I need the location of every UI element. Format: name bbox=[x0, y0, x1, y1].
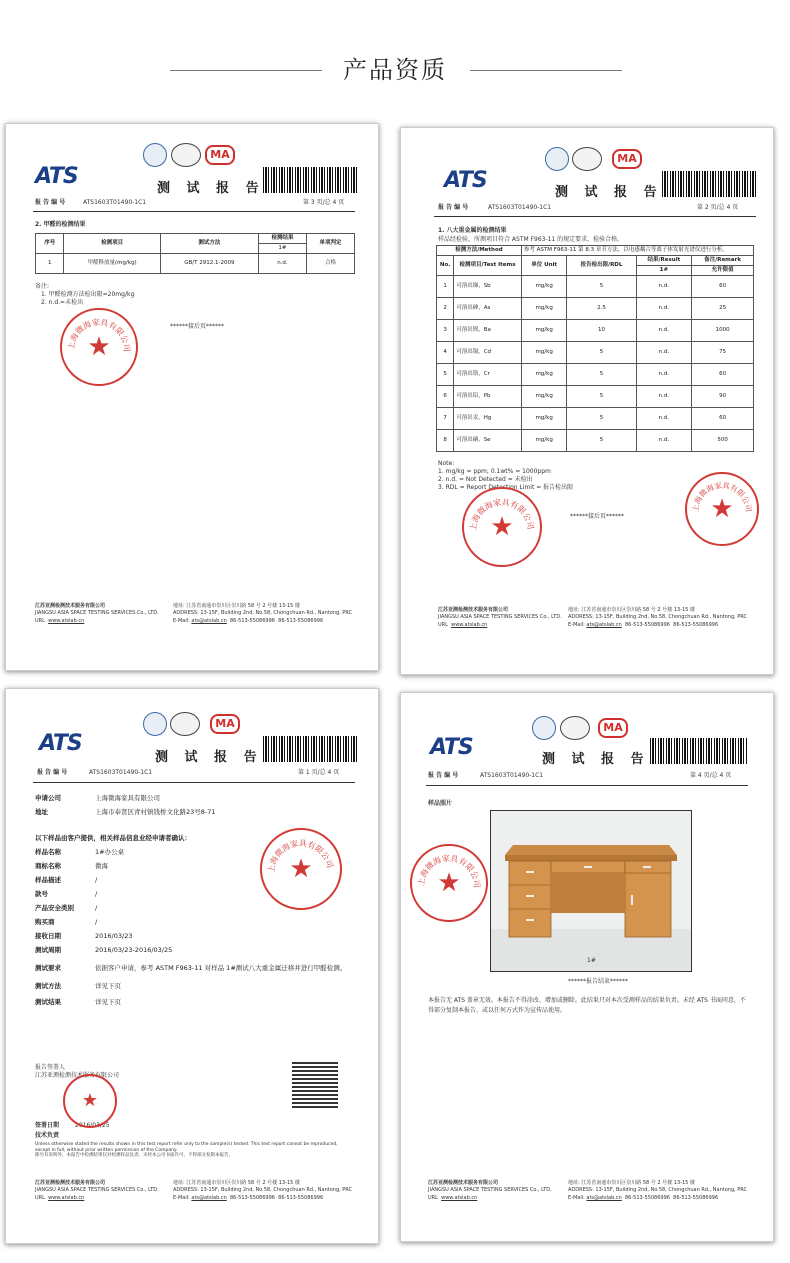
stamp-text: 上海微海家具有限公司 bbox=[468, 497, 536, 532]
table-cell: 可溶出铬，Cr bbox=[454, 363, 522, 385]
footer-tel: 86-513-55086996 bbox=[230, 617, 275, 624]
table-cell: 可溶出汞，Hg bbox=[454, 407, 522, 429]
sample-field-label: 样品名称 bbox=[35, 848, 61, 856]
conclusion-text: 样品经检验，所测项目符合 ASTM F963-11 的规定要求，检验合格。 bbox=[438, 236, 624, 243]
testing-seal-stamp bbox=[63, 1074, 117, 1128]
footer-fax: 86-513-55086996 bbox=[673, 621, 719, 628]
divider bbox=[33, 782, 355, 783]
qr-code-icon bbox=[292, 1062, 338, 1108]
sample-field-label: 样品描述 bbox=[35, 876, 61, 884]
company-seal-stamp bbox=[60, 308, 138, 386]
footer-address-en: 13-15F, Building 2nd, No.58, Chongchuan Rd., Nantong, PRC bbox=[595, 1187, 748, 1194]
method-label: 检测方法/Method bbox=[437, 246, 522, 256]
footer-company-cn: 江苏亚测检测技术服务有限公司 bbox=[35, 1180, 106, 1186]
footer-company-en: JIANGSU ASIA SPACE TESTING SERVICES Co., LTD. bbox=[35, 1187, 159, 1194]
table-cell: 可溶出锑，Sb bbox=[454, 275, 522, 297]
sample-field-value: / bbox=[95, 890, 98, 898]
cma-badge-icon: MA bbox=[598, 718, 628, 738]
table-row bbox=[437, 319, 754, 341]
sample-field-row bbox=[35, 918, 97, 926]
table-cell: 5 bbox=[567, 429, 636, 451]
table-cell: 3 bbox=[437, 319, 454, 341]
table-cell: n.d. bbox=[636, 341, 692, 363]
footer-address-label-en: ADDRESS: bbox=[173, 1187, 199, 1194]
table-cell: 5 bbox=[567, 385, 636, 407]
footer-tel: 86-513-55086996 bbox=[625, 621, 670, 628]
footer-address-cn: 江苏省南通市崇川区崇川路 58 号 2 号楼 13-15 楼 bbox=[186, 1180, 300, 1186]
table-cell: 90 bbox=[692, 385, 754, 407]
table-cell: 5 bbox=[567, 275, 636, 297]
report-no: ATS1603T01490-1C1 bbox=[488, 204, 552, 211]
report-end-marker: ******报告结束****** bbox=[568, 978, 629, 985]
table-cell: mg/kg bbox=[521, 297, 567, 319]
page-footer bbox=[35, 1180, 355, 1202]
report-remark: 本报告无 ATS 盖章无效。本报告不得涂改、增加或删除。此结果只对本次受测样品的结果负责。未经 ATS 书面同意，不得部分复制本报告，或以任何方式作为宣传品使用。 bbox=[428, 997, 746, 1014]
table-cell: 60 bbox=[692, 407, 754, 429]
company-seal-stamp bbox=[410, 844, 488, 922]
table-cell: 5 bbox=[567, 407, 636, 429]
table-row bbox=[437, 385, 754, 407]
ats-logo: ATS bbox=[444, 168, 487, 193]
table-cell: n.d. bbox=[258, 253, 306, 273]
sample-field-label: 产品安全类别 bbox=[35, 904, 74, 912]
table-header: 测试方法 bbox=[160, 234, 258, 254]
stamp-text: 上海微海家具有限公司 bbox=[416, 853, 482, 889]
report-no-label: 报 告 编 号 bbox=[35, 199, 66, 206]
note: 2. n.d. = Not Detected = 未检出 bbox=[438, 476, 533, 483]
table-header: 检测项目 bbox=[64, 234, 160, 254]
footer-address-cn: 江苏省南通市崇川区崇川路 58 号 2 号楼 13-15 楼 bbox=[186, 603, 300, 609]
photo-label: 样品照片 bbox=[428, 800, 453, 807]
footer-address-label: 地址: bbox=[568, 607, 580, 613]
page-number: 第 4 页/总 4 页 bbox=[690, 772, 732, 779]
cma-badge-icon: MA bbox=[205, 145, 235, 165]
table-subheader: 允许限值 bbox=[692, 265, 754, 275]
table-cell: 2 bbox=[437, 297, 454, 319]
table-cell: 500 bbox=[692, 429, 754, 451]
table-cell: 5 bbox=[567, 363, 636, 385]
applicant-value: 上海微海家具有限公司 bbox=[95, 794, 160, 802]
table-cell: 2.5 bbox=[567, 297, 636, 319]
date-label: 签署日期 bbox=[35, 1122, 60, 1129]
table-cell: mg/kg bbox=[521, 407, 567, 429]
ats-logo: ATS bbox=[39, 731, 82, 756]
note: 1. 甲醛检测方法检出限=20mg/kg bbox=[41, 291, 135, 298]
note: 2. n.d.=未检出 bbox=[41, 299, 84, 306]
footer-url[interactable]: www.atslab.cn bbox=[451, 621, 488, 628]
report-title: 测 试 报 告 bbox=[157, 181, 265, 196]
sample-photo bbox=[490, 810, 692, 972]
star-icon: ★ bbox=[289, 854, 313, 884]
sample-field-value: 2016/03/23-2016/03/25 bbox=[95, 946, 173, 954]
footer-address-en: 13-15F, Building 2nd, No.58, Chongchuan Rd., Nantong, PRC bbox=[595, 614, 748, 621]
table-header: 单位 Unit bbox=[521, 255, 567, 275]
ilac-badge-icon bbox=[560, 716, 590, 740]
footer-url-label: URL bbox=[35, 1194, 45, 1201]
disclaimer-en-2: except in full, without prior written permission of the Company. bbox=[35, 1147, 178, 1153]
date-value: 2016/03/25 bbox=[75, 1122, 110, 1129]
tech-label: 技术负责 bbox=[35, 1132, 60, 1139]
table-cell: n.d. bbox=[636, 407, 692, 429]
table-cell: 1 bbox=[36, 253, 64, 273]
ilac-badge-icon bbox=[170, 712, 200, 736]
report-page-3 bbox=[5, 123, 379, 671]
table-cell: 4 bbox=[437, 341, 454, 363]
note: 1. mg/kg = ppm; 0.1wt% = 1000ppm bbox=[438, 468, 551, 475]
report-no-label: 报 告 编 号 bbox=[438, 204, 469, 211]
table-cell: 60 bbox=[692, 275, 754, 297]
report-no: ATS1603T01490-1C1 bbox=[480, 772, 544, 779]
method-label: 测试方法 bbox=[35, 982, 61, 990]
req-value: 依据客户申请，参考 ASTM F963-11 对样品 1#测试八大重金属迁移并进行甲醛检测。 bbox=[95, 964, 347, 972]
footer-url[interactable]: www.atslab.cn bbox=[441, 1194, 478, 1201]
note: 3. RDL = Report Detection Limit = 报告检出限 bbox=[438, 484, 574, 491]
footer-email-label: E-Mail: bbox=[173, 1194, 190, 1201]
sample-field-row bbox=[35, 946, 172, 954]
table-header: 检测结果 bbox=[258, 234, 306, 244]
address-label: 地址 bbox=[35, 808, 48, 816]
sample-field-value: / bbox=[95, 904, 98, 912]
footer-address-cn: 江苏省南通市崇川区崇川路 58 号 2 号楼 13-15 楼 bbox=[581, 1180, 695, 1186]
result-value: 详见下页 bbox=[95, 998, 121, 1006]
table-cell: 6 bbox=[437, 385, 454, 407]
ats-logo: ATS bbox=[35, 164, 78, 189]
table-subheader: 1# bbox=[258, 243, 306, 253]
footer-address-en: 13-15F, Building 2nd, No.58, Chongchuan Rd., Nantong, PRC bbox=[200, 1187, 353, 1194]
sample-field-row bbox=[35, 904, 97, 912]
footer-fax: 86-513-55086996 bbox=[278, 617, 324, 624]
footer-address-label: 地址: bbox=[568, 1180, 580, 1186]
footer-address-cn: 江苏省南通市崇川区崇川路 58 号 2 号楼 13-15 楼 bbox=[581, 607, 695, 613]
sign-company: 江苏亚测检测技术服务有限公司 bbox=[35, 1072, 120, 1079]
table-cell: mg/kg bbox=[521, 275, 567, 297]
table-cell: 可溶出硒，Se bbox=[454, 429, 522, 451]
stamp-text: 上海微海家具有限公司 bbox=[690, 480, 754, 513]
table-header: 单项判定 bbox=[306, 234, 354, 254]
page-title: 产品资质 bbox=[343, 56, 447, 84]
table-cell: 10 bbox=[567, 319, 636, 341]
heavy-metal-table bbox=[436, 245, 754, 452]
disclaimer-en: Unless otherwise stated the results shown in this test report refer only to the sample(s) tested. This test report cannot be reproduced, bbox=[35, 1142, 338, 1147]
header-line-right bbox=[470, 70, 622, 71]
footer-company-cn: 江苏亚测检测技术服务有限公司 bbox=[428, 1180, 499, 1186]
footer-email[interactable]: ats@atslab.cn bbox=[586, 621, 622, 628]
footer-email-label: E-Mail: bbox=[173, 617, 190, 624]
sample-field-label: 购买商 bbox=[35, 918, 55, 926]
footer-url-label: URL bbox=[428, 1194, 438, 1201]
sample-field-label: 测试周期 bbox=[35, 946, 61, 954]
page-number: 第 3 页/总 4 页 bbox=[303, 199, 345, 206]
table-header: No. bbox=[437, 255, 454, 275]
report-title: 测 试 报 告 bbox=[555, 185, 663, 200]
report-page-2 bbox=[400, 127, 774, 675]
section-title: 2. 甲醛的检测结果 bbox=[35, 221, 86, 228]
notes-label: 备注: bbox=[35, 283, 50, 290]
office-desk-image bbox=[491, 811, 691, 971]
report-no: ATS1603T01490-1C1 bbox=[89, 769, 153, 776]
cnas-badge-icon bbox=[545, 147, 569, 171]
ilac-badge-icon bbox=[572, 147, 602, 171]
footer-tel: 86-513-55086996 bbox=[230, 1194, 275, 1201]
sample-field-label: 接收日期 bbox=[35, 932, 61, 940]
page-footer bbox=[428, 1180, 748, 1202]
footer-url-label: URL bbox=[35, 617, 45, 624]
table-header: 序号 bbox=[36, 234, 64, 254]
table-cell: n.d. bbox=[636, 429, 692, 451]
table-cell: mg/kg bbox=[521, 341, 567, 363]
table-cell: 5 bbox=[567, 341, 636, 363]
footer-address-label: 地址: bbox=[173, 603, 185, 609]
star-icon: ★ bbox=[437, 868, 461, 898]
footer-address-label-en: ADDRESS: bbox=[568, 1187, 594, 1194]
table-cell: 1000 bbox=[692, 319, 754, 341]
barcode-icon bbox=[263, 736, 357, 762]
table-row bbox=[437, 363, 754, 385]
table-cell: 甲醛释放量(mg/kg) bbox=[64, 253, 160, 273]
table-cell: n.d. bbox=[636, 275, 692, 297]
cnas-badge-icon bbox=[532, 716, 556, 740]
footer-company-cn: 江苏亚测检测技术服务有限公司 bbox=[438, 607, 509, 613]
table-cell: 可溶出铅，Pb bbox=[454, 385, 522, 407]
table-cell: n.d. bbox=[636, 385, 692, 407]
ats-logo: ATS bbox=[430, 735, 473, 760]
stamp-text: 上海微海家具有限公司 bbox=[266, 838, 335, 874]
formaldehyde-table bbox=[35, 233, 355, 274]
company-seal-stamp-2 bbox=[685, 472, 759, 546]
footer-url[interactable]: www.atslab.cn bbox=[48, 1194, 85, 1201]
report-page-4 bbox=[400, 692, 774, 1242]
table-cell: GB/T 2912.1-2009 bbox=[160, 253, 258, 273]
table-cell: 5 bbox=[437, 363, 454, 385]
footer-address-label-en: ADDRESS: bbox=[173, 610, 199, 617]
table-cell: n.d. bbox=[636, 363, 692, 385]
sample-intro: 以下样品由客户提供，相关样品信息业经申请者确认： bbox=[35, 834, 191, 842]
footer-address-en: 13-15F, Building 2nd, No.58, Chongchuan Rd., Nantong, PRC bbox=[200, 610, 353, 617]
footer-url-label: URL bbox=[438, 621, 448, 628]
table-cell: mg/kg bbox=[521, 363, 567, 385]
footer-email[interactable]: ats@atslab.cn bbox=[586, 1194, 622, 1201]
sample-field-label: 款号 bbox=[35, 890, 48, 898]
barcode-icon bbox=[662, 171, 756, 197]
table-header: 备注/Remark bbox=[692, 255, 754, 265]
address-value: 上海市奉贤区青村镇钱桥文化路23号8-71 bbox=[95, 808, 216, 816]
table-header: 结果/Result bbox=[636, 255, 692, 265]
table-cell: 可溶出镉，Cd bbox=[454, 341, 522, 363]
table-cell: 7 bbox=[437, 407, 454, 429]
table-cell: 60 bbox=[692, 363, 754, 385]
cma-badge-icon: MA bbox=[612, 149, 642, 169]
footer-company-en: JIANGSU ASIA SPACE TESTING SERVICES Co., LTD. bbox=[35, 610, 159, 617]
footer-company-en: JIANGSU ASIA SPACE TESTING SERVICES Co., LTD. bbox=[428, 1187, 552, 1194]
footer-url[interactable]: www.atslab.cn bbox=[48, 617, 85, 624]
report-no-label: 报 告 编 号 bbox=[428, 772, 459, 779]
sign-label: 报告签署人 bbox=[35, 1064, 66, 1071]
table-row bbox=[437, 275, 754, 297]
sample-field-value: 微海 bbox=[95, 862, 108, 870]
footer-tel: 86-513-55086996 bbox=[625, 1194, 670, 1201]
star-icon: ★ bbox=[490, 512, 514, 542]
report-no: ATS1603T01490-1C1 bbox=[83, 199, 147, 206]
applicant-label: 申请公司 bbox=[35, 794, 61, 802]
table-cell: 合格 bbox=[306, 253, 354, 273]
footer-fax: 86-513-55086996 bbox=[673, 1194, 719, 1201]
divider bbox=[426, 785, 748, 786]
table-cell: 25 bbox=[692, 297, 754, 319]
divider bbox=[33, 211, 355, 212]
sample-field-value: 2016/03/23 bbox=[95, 932, 133, 940]
star-icon: ★ bbox=[87, 332, 111, 362]
method-text: 参考 ASTM F963-11 第 8.3 章节方法，以电感耦合等离子体发射光谱仪进行分析。 bbox=[521, 246, 753, 256]
disclaimer-cn: 除另有说明外，本报告中检测结果仅对检测样品负责。未经本公司书面许可，不得部分复制本报告。 bbox=[35, 1153, 233, 1159]
ilac-badge-icon bbox=[171, 143, 201, 167]
stamp-text: 上海微海家具有限公司 bbox=[66, 317, 132, 353]
footer-address-label: 地址: bbox=[173, 1180, 185, 1186]
barcode-icon bbox=[263, 167, 357, 193]
table-subheader: 1# bbox=[636, 265, 692, 275]
star-icon: ★ bbox=[710, 494, 734, 524]
footer-email[interactable]: ats@atslab.cn bbox=[191, 1194, 227, 1201]
table-row bbox=[437, 407, 754, 429]
report-title: 测 试 报 告 bbox=[155, 750, 263, 765]
sample-field-value: / bbox=[95, 876, 98, 884]
report-title: 测 试 报 告 bbox=[542, 752, 650, 767]
method-value: 详见下页 bbox=[95, 982, 121, 990]
cnas-badge-icon bbox=[143, 143, 167, 167]
req-label: 测试要求 bbox=[35, 964, 61, 972]
report-no-label: 报 告 编 号 bbox=[37, 769, 68, 776]
sample-field-label: 商标名称 bbox=[35, 862, 61, 870]
table-cell: mg/kg bbox=[521, 319, 567, 341]
cma-badge-icon: MA bbox=[210, 714, 240, 734]
barcode-icon bbox=[650, 738, 748, 764]
sample-tag: 1# bbox=[587, 957, 596, 964]
sample-field-value: 1#办公桌 bbox=[95, 848, 125, 856]
page-end-marker: ******接后页****** bbox=[170, 323, 225, 330]
section-title: 1. 八大重金属的检测结果 bbox=[438, 227, 507, 234]
notes-label: Note: bbox=[438, 460, 455, 467]
result-label: 测试结果 bbox=[35, 998, 61, 1006]
divider bbox=[434, 216, 756, 217]
table-row bbox=[437, 429, 754, 451]
sample-field-row bbox=[35, 848, 124, 856]
table-cell: 1 bbox=[437, 275, 454, 297]
sample-field-row bbox=[35, 932, 132, 940]
table-row bbox=[437, 341, 754, 363]
table-cell: mg/kg bbox=[521, 385, 567, 407]
table-cell: mg/kg bbox=[521, 429, 567, 451]
cnas-badge-icon bbox=[143, 712, 167, 736]
footer-address-label-en: ADDRESS: bbox=[568, 614, 594, 621]
table-cell: n.d. bbox=[636, 297, 692, 319]
table-cell: 可溶出砷，As bbox=[454, 297, 522, 319]
page-number: 第 2 页/总 4 页 bbox=[697, 204, 739, 211]
company-seal-stamp bbox=[260, 828, 342, 910]
table-cell: 8 bbox=[437, 429, 454, 451]
table-row bbox=[437, 297, 754, 319]
report-page-1 bbox=[5, 688, 379, 1244]
table-header: 检测项目/Test Items bbox=[454, 255, 522, 275]
sample-field-row bbox=[35, 890, 97, 898]
sample-field-row bbox=[35, 862, 108, 870]
table-cell: 可溶出钡，Ba bbox=[454, 319, 522, 341]
company-seal-stamp bbox=[462, 487, 542, 567]
star-icon: ★ bbox=[81, 1090, 99, 1111]
page-number: 第 1 页/总 4 页 bbox=[298, 769, 340, 776]
footer-email-label: E-Mail: bbox=[568, 1194, 585, 1201]
footer-fax: 86-513-55086996 bbox=[278, 1194, 324, 1201]
table-header: 报告检出限/RDL bbox=[567, 255, 636, 275]
sample-field-row bbox=[35, 876, 97, 884]
footer-email-label: E-Mail: bbox=[568, 621, 585, 628]
table-cell: 75 bbox=[692, 341, 754, 363]
footer-company-cn: 江苏亚测检测技术服务有限公司 bbox=[35, 603, 106, 609]
table-cell: n.d. bbox=[636, 319, 692, 341]
page-end-marker: ******接后页****** bbox=[570, 513, 625, 520]
sample-field-value: / bbox=[95, 918, 98, 926]
footer-company-en: JIANGSU ASIA SPACE TESTING SERVICES Co., LTD. bbox=[438, 614, 562, 621]
footer-email[interactable]: ats@atslab.cn bbox=[191, 617, 227, 624]
page-footer bbox=[438, 607, 758, 629]
page-footer bbox=[35, 603, 355, 625]
